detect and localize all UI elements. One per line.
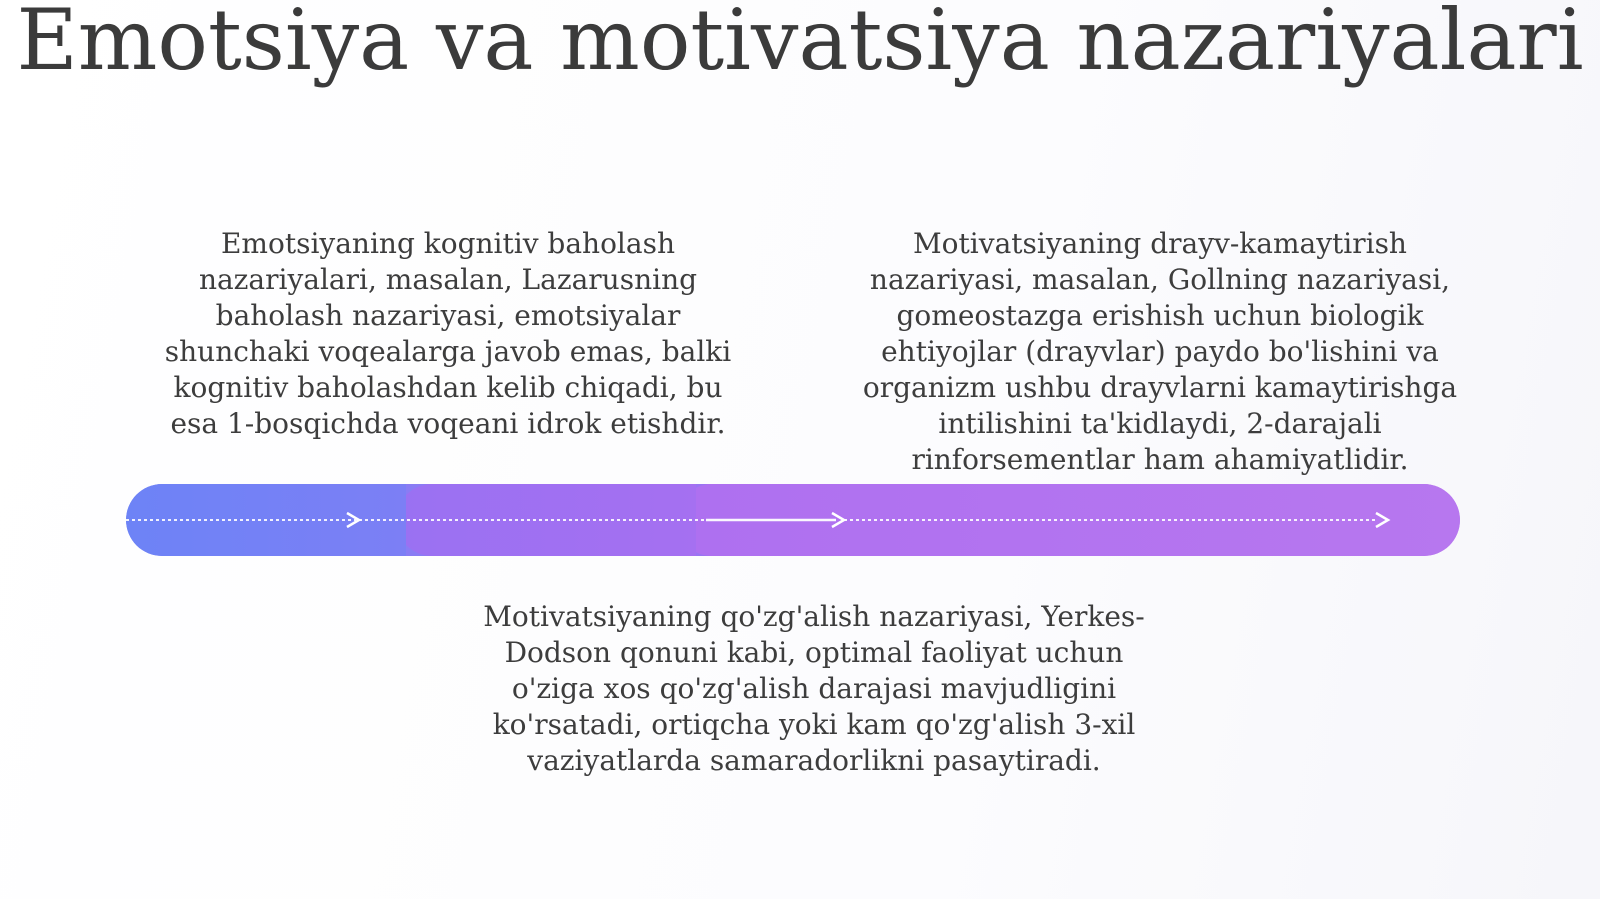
slide-title: Emotsiya va motivatsiya nazariyalari <box>16 0 1584 89</box>
text-block-cognitive-appraisal: Emotsiyaning kognitiv baholash nazariyalari, masalan, Lazarusning baholash nazariyasi, emotsiyalar shunchaki voqealarga javob emas, balki kognitiv baholashdan kelib chiqadi, bu esa 1-bosqichda voqeani idrok etishdir. <box>164 227 732 440</box>
arrow-right-icon <box>1376 513 1388 527</box>
text-block-drive-reduction: Motivatsiyaning drayv-kamaytirish nazariyasi, masalan, Gollning nazariyasi, gomeostazga erishish uchun biologik ehtiyojlar (drayvlar) paydo bo'lishini va organizm ushbu drayvlarni kamaytirishga intilishini ta'kidlaydi, 2-darajali rinforsementlar ham ahamiyatlidir. <box>862 227 1458 476</box>
text-block-arousal-theory: Motivatsiyaning qo'zg'alish nazariyasi, Yerkes-Dodson qonuni kabi, optimal faoliyat uchun o'ziga xos qo'zg'alish darajasi mavjudligini ko'rsatadi, ortiqcha yoki kam qo'zg'alish 3-xil vaziyatlarda samaradorlikni pasaytiradi. <box>483 600 1145 777</box>
timeline-bar <box>126 484 1460 556</box>
timeline-arrows <box>126 484 1460 556</box>
